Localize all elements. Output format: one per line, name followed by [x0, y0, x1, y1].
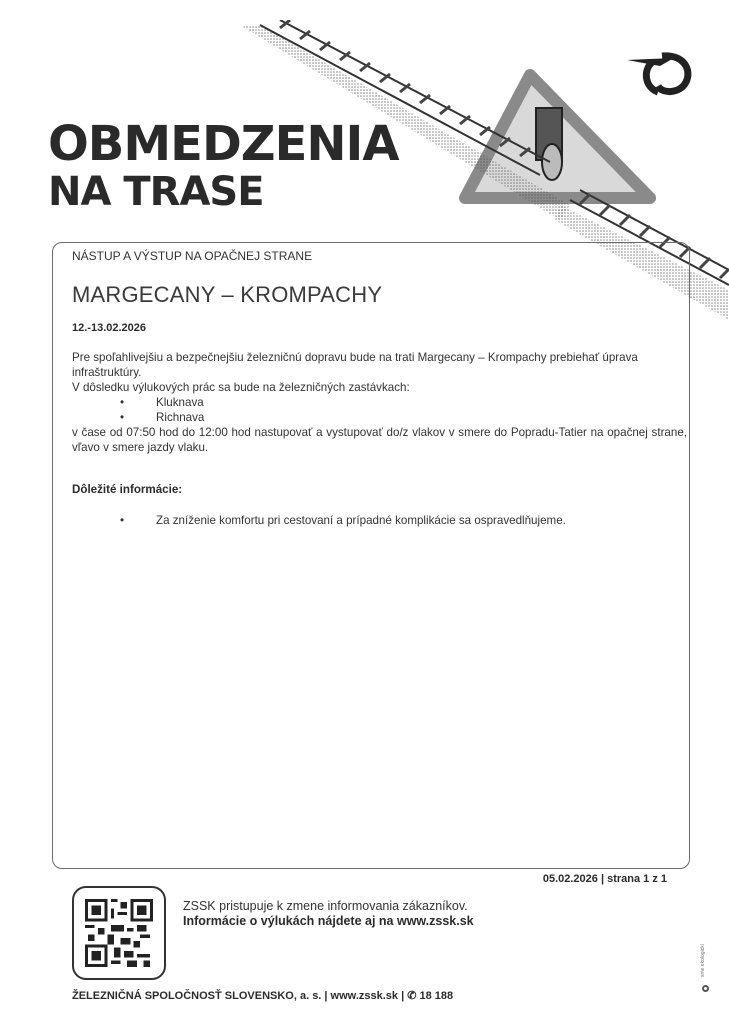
stops-list	[72, 395, 687, 425]
paragraph-3: v čase od 07:50 hod do 12:00 hod nastupovať a vystupovať do/z vlakov v smere do Popradu-Tatier na opačnej strane, vľavo v smere jazdy vlaku.	[72, 426, 687, 454]
eco-icon	[702, 985, 709, 992]
notice-box	[52, 242, 690, 869]
title-line-1: OBMEDZENIA	[48, 116, 399, 172]
qr-code	[72, 886, 166, 980]
paragraph-2: V dôsledku výlukových prác sa bude na železničných zastávkach:	[72, 381, 410, 394]
important-info-heading: Dôležité informácie:	[72, 483, 183, 496]
eco-badge	[700, 935, 714, 995]
list-item: • Richnava	[72, 410, 687, 425]
list-item: • Kluknava	[72, 395, 687, 410]
important-info-list	[72, 514, 687, 527]
route-title: MARGECANY – KROMPACHY	[72, 282, 383, 307]
info-line-2: Informácie o výlukách nájdete aj na www.zssk.sk	[183, 914, 474, 928]
page-title	[48, 116, 399, 215]
page-info: 05.02.2026 | strana 1 z 1	[542, 873, 667, 885]
info-line-1: ZSSK pristupuje k zmene informovania zákazníkov.	[183, 899, 468, 913]
paragraph-1: Pre spoľahlivejšiu a bezpečnejšiu železničnú dopravu bude na trati Margecany – Krompachy prebiehať úprava infraštruktúry.	[72, 351, 638, 379]
zssk-logo-icon	[622, 48, 692, 96]
list-item: • Za zníženie komfortu pri cestovaní a prípadné komplikácie sa ospravedlňujeme.	[72, 514, 687, 527]
company-line: ŽELEZNIČNÁ SPOLOČNOSŤ SLOVENSKO, a. s. | www.zssk.sk | ✆ 18 188	[72, 990, 454, 1002]
title-line-2: NA TRASE	[48, 169, 264, 215]
notice-date: 12.-13.02.2026	[72, 322, 147, 334]
qr-code-icon	[85, 899, 153, 967]
notice-subheading: NÁSTUP A VÝSTUP NA OPAČNEJ STRANE	[72, 249, 313, 263]
notice-body	[72, 350, 687, 455]
eco-text: sme ekologickí	[700, 943, 706, 977]
